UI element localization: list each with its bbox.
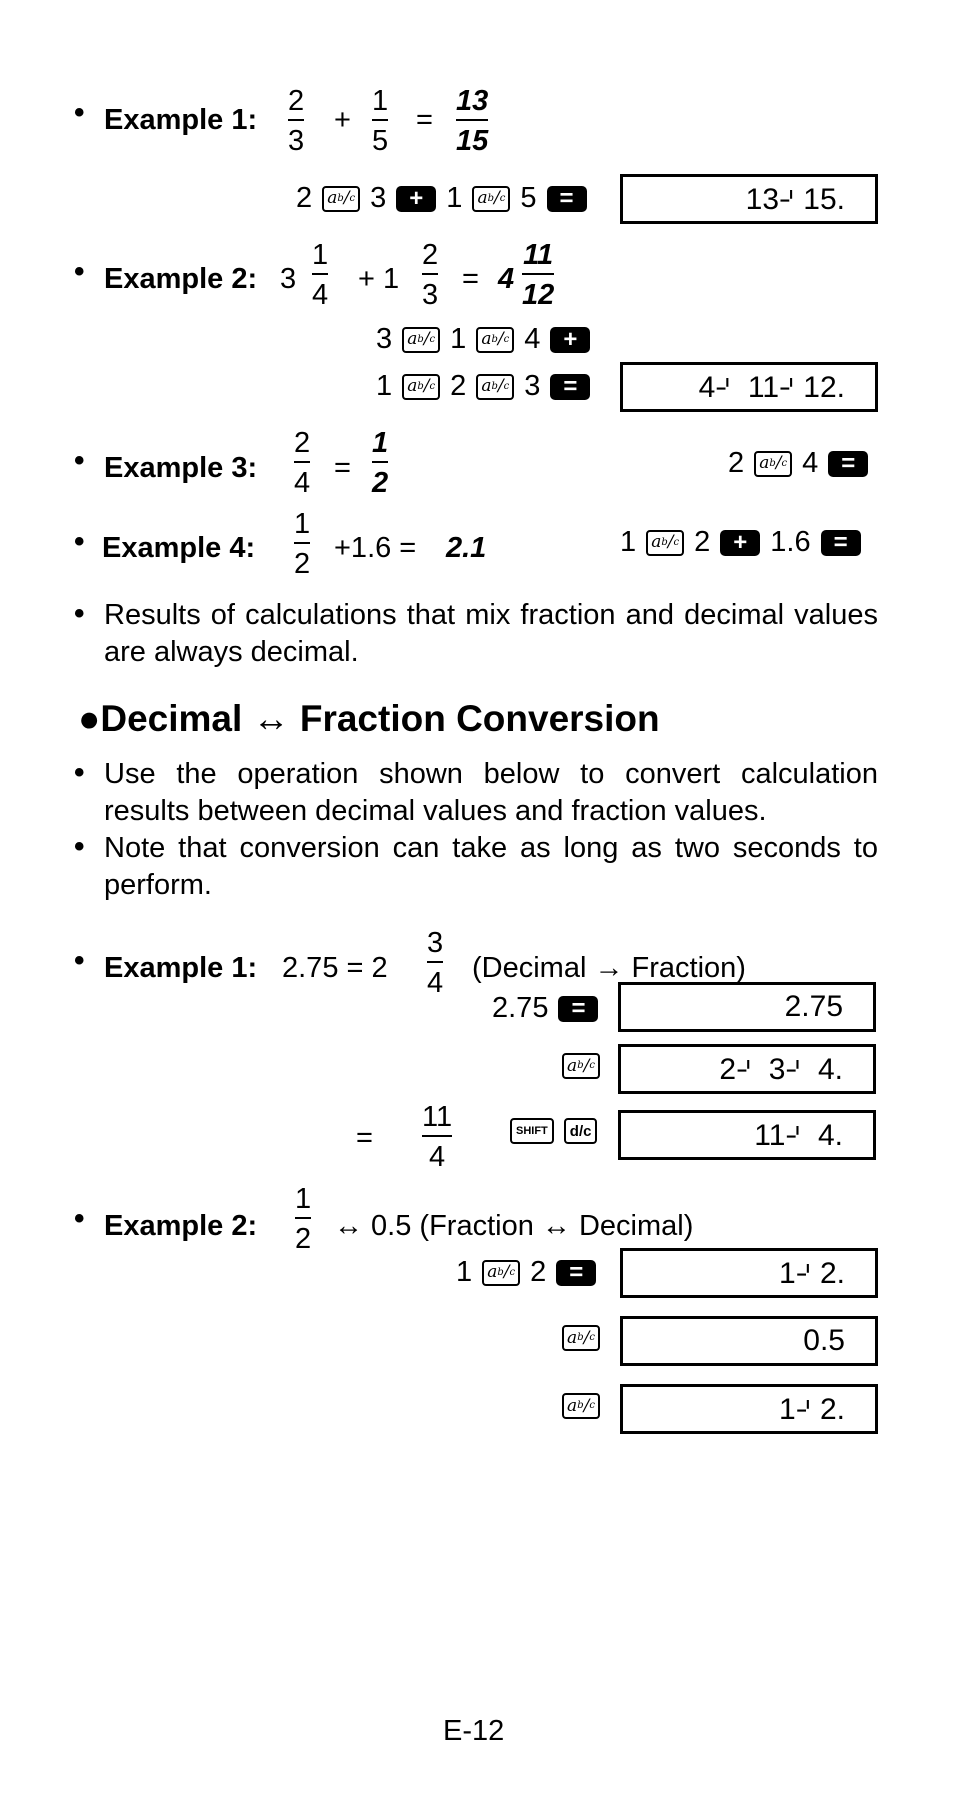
result-value: 2.1 [446,532,487,564]
key-sequence [376,370,590,403]
ab-c-key-icon: a b / c [562,1393,600,1419]
calculator-display: 4⌏ 11⌏12. [620,362,878,412]
ab-c-key-icon: a b / c [402,327,440,353]
example-label: Example 4: [102,532,256,564]
numerator: 3 [427,927,444,959]
numerator: 1 [372,427,389,459]
ab-c-key-icon: a b / c [482,1260,520,1286]
equals-key-icon: = [828,451,868,477]
result-fraction [522,238,554,312]
fraction [294,426,310,500]
shift-key-icon: SHIFT [510,1118,554,1144]
calculator-display: 13⌏15. [620,174,878,224]
denominator: 4 [427,967,444,999]
numerator: 2 [294,427,311,459]
ab-c-key-icon: a b / c [646,530,684,556]
calculator-display: 0.5 [620,1316,878,1366]
denominator: 2 [295,1223,312,1255]
denominator: 2 [294,548,311,580]
conversion-note: ↔ 0.5 (Fraction ↔ Decimal) [334,1210,694,1242]
denominator: 4 [428,1141,446,1173]
input-value: 2.75 [492,992,549,1024]
plus-key-icon: + [396,186,436,212]
denominator: 4 [312,279,329,311]
plus-key-icon: + [550,327,590,353]
equals-sign: = [334,452,351,484]
equals-sign: = [416,104,433,136]
denominator: 3 [422,279,439,311]
digit: 1 [456,1256,473,1288]
fraction [288,84,304,158]
calculator-display: 11⌏ 4. [618,1110,876,1160]
key-sequence [456,1256,596,1289]
denominator: 12 [522,279,555,311]
heading-bullet: ● [78,698,101,739]
ab-c-key-icon: a b / c [476,327,514,353]
calculator-display: 1⌏2. [620,1384,878,1434]
denominator: 2 [372,467,389,499]
key-sequence [510,1118,597,1144]
example-label: Example 2: [104,263,258,295]
denominator: 15 [456,125,489,157]
bullet: • [74,444,85,477]
digit: 1.6 [770,526,811,558]
conversion-note: (Decimal → Fraction) [472,952,746,984]
digit: 5 [520,182,537,214]
heading-arrow: ↔ [252,698,290,739]
bullet: • [74,597,85,630]
numerator: 1 [295,1183,312,1215]
dc-key-icon: d/c [564,1118,598,1144]
digit: 4 [524,323,541,355]
bullet: • [74,944,85,977]
ab-c-key-icon: a b / c [562,1053,600,1079]
note-paragraph: Results of calculations that mix fraction and decimal values are always decimal. [104,599,878,668]
key-sequence [492,992,598,1025]
example-label: Example 1: [104,952,258,984]
digit: 3 [524,370,541,402]
ab-c-key-icon: a b / c [472,186,510,212]
equals-key-icon: = [547,186,587,212]
digit: 2 [450,370,467,402]
numerator: 2 [422,239,439,271]
denominator: 3 [288,125,305,157]
equals-key-icon: = [550,374,590,400]
operator: + 1 [358,263,400,295]
example-label: Example 2: [104,1210,258,1242]
key-sequence [562,1393,600,1419]
equals-sign: = [356,1122,373,1154]
key-sequence [376,323,590,356]
example-label: Example 1: [104,104,258,136]
example-label: Example 3: [104,452,258,484]
ab-c-key-icon: a b / c [754,451,792,477]
expression: +1.6 = [334,532,417,564]
key-sequence [562,1053,600,1079]
digit: 2 [530,1256,547,1288]
result-fraction [422,1100,452,1174]
numerator: 11 [422,1101,453,1133]
numerator: 1 [372,85,389,117]
bullet: • [74,756,85,789]
calculator-display: 1⌏2. [620,1248,878,1298]
bullet: • [74,830,85,863]
key-sequence [562,1325,600,1351]
plus-key-icon: + [720,530,760,556]
equals-sign: = [462,263,479,295]
instruction-paragraph: Note that conversion can take as long as two seconds to perform. [104,832,878,901]
ab-c-key-icon: a b / c [322,186,360,212]
numerator: 2 [288,85,305,117]
fraction [427,926,443,1000]
denominator: 5 [372,125,389,157]
fraction [312,238,328,312]
whole-number: 3 [280,263,297,295]
fraction [422,238,438,312]
numerator: 1 [294,508,311,540]
heading-right: Fraction Conversion [299,698,660,739]
digit: 1 [446,182,463,214]
fraction [294,507,310,581]
key-sequence [620,526,861,559]
bullet: • [74,96,85,129]
section-heading [78,698,660,740]
digit: 1 [450,323,467,355]
operator: + [334,104,351,136]
expression: 2.75 = 2 [282,952,388,984]
equals-key-icon: = [558,996,598,1022]
instruction-paragraph: Use the operation shown below to convert calculation results between decimal values and fraction values. [104,758,878,827]
numerator: 11 [523,239,554,271]
digit: 2 [728,447,745,479]
equals-key-icon: = [821,530,861,556]
ab-c-key-icon: a b / c [476,374,514,400]
numerator: 1 [312,239,329,271]
digit: 3 [376,323,393,355]
calculator-display: 2⌏ 3⌏ 4. [618,1044,876,1094]
bullet: • [74,1202,85,1235]
digit: 1 [376,370,393,402]
digit: 4 [802,447,819,479]
digit: 2 [694,526,711,558]
bullet: • [74,525,85,558]
digit: 1 [620,526,637,558]
page-number: E-12 [443,1715,505,1747]
result-fraction [372,426,388,500]
fraction [295,1182,311,1256]
result-whole: 4 [498,263,515,295]
calculator-display: 2.75 [618,982,876,1032]
numerator: 13 [456,85,489,117]
ab-c-key-icon: a b / c [402,374,440,400]
digit: 3 [370,182,387,214]
ab-c-key-icon: a b / c [562,1325,600,1351]
fraction [372,84,388,158]
equals-key-icon: = [556,1260,596,1286]
digit: 2 [296,182,313,214]
heading-left: Decimal [100,698,243,739]
key-sequence [296,182,587,215]
denominator: 4 [294,467,311,499]
bullet: • [74,255,85,288]
result-fraction [456,84,488,158]
key-sequence [728,447,868,480]
